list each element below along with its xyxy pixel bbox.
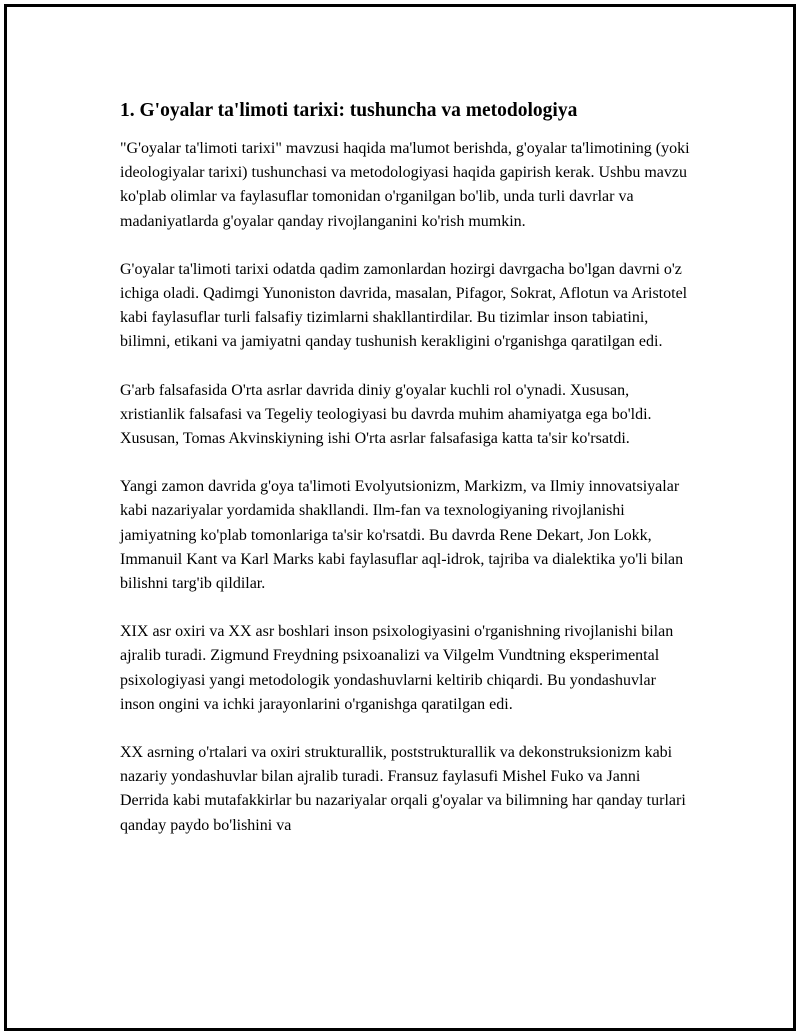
- page-frame: [4, 4, 796, 1031]
- document-body: [120, 99, 690, 862]
- paragraph: XX asrning o'rtalari va oxiri strukturallik, poststrukturallik va dekonstruksionizm kabi nazariy yondashuvlar bilan ajralib turadi. Fransuz faylasufi Mishel Fuko va Janni Derrida kabi mutafakkirlar bu nazariyalar orqali g'oyalar va bilimning har qanday turlari qanday paydo bo'lishini va: [120, 744, 686, 834]
- paragraph: "G'oyalar ta'limoti tarixi" mavzusi haqida ma'lumot berishda, g'oyalar ta'limotining (yoki ideologiyalar tarixi) tushunchasi va metodologiyasi haqida gapirish kerak. Ushbu mavzu ko'plab olimlar va faylasuflar tomonidan o'rganilgan bo'lib, unda turli davrlar va madaniyatlarda g'oyalar qanday rivojlanganini ko'rish mumkin.: [120, 140, 690, 230]
- paragraph: Yangi zamon davrida g'oya ta'limoti Evolyutsionizm, Markizm, va Ilmiy innovatsiyalar kabi nazariyalar yordamida shakllandi. Ilm-fan va texnologiyaning rivojlanishi jamiyatning ko'plab tomonlariga ta'sir ko'rsatdi. Bu davrda Rene Dekart, Jon Lokk, Immanuil Kant va Karl Marks kabi faylasuflar aql-idrok, tajriba va dialektika yo'li bilan bilishni targ'ib qildilar.: [120, 478, 684, 593]
- paragraph: XIX asr oxiri va XX asr boshlari inson psixologiyasini o'rganishning rivojlanishi bilan ajralib turadi. Zigmund Freydning psixoanalizi va Vilgelm Vundtning eksperimental psixologiyasi yangi metodologik yondashuvlarni keltirib chiqardi. Bu yondashuvlar inson ongini va ichki jarayonlarini o'rganishga qaratilgan edi.: [120, 623, 674, 713]
- paragraph: G'oyalar ta'limoti tarixi odatda qadim zamonlardan hozirgi davrgacha bo'lgan davrni o'z ichiga oladi. Qadimgi Yunoniston davrida, masalan, Pifagor, Sokrat, Aflotun va Aristotel kabi faylasuflar turli falsafiy tizimlarni shakllantirdilar. Bu tizimlar inson tabiatini, bilimni, etikani va jamiyatni qanday tushunish kerakligini o'rganishga qaratilgan edi.: [120, 260, 688, 351]
- document-title: 1. G'oyalar ta'limoti tarixi: tushuncha va metodologiya: [120, 100, 578, 121]
- paragraph: G'arb falsafasida O'rta asrlar davrida diniy g'oyalar kuchli rol o'ynadi. Xususan, xristianlik falsafasi va Tegeliy teologiyasi bu davrda muhim ahamiyatga ega bo'ldi. Xususan, Tomas Akvinskiyning ishi O'rta asrlar falsafasiga katta ta'sir ko'rsatdi.: [120, 381, 652, 448]
